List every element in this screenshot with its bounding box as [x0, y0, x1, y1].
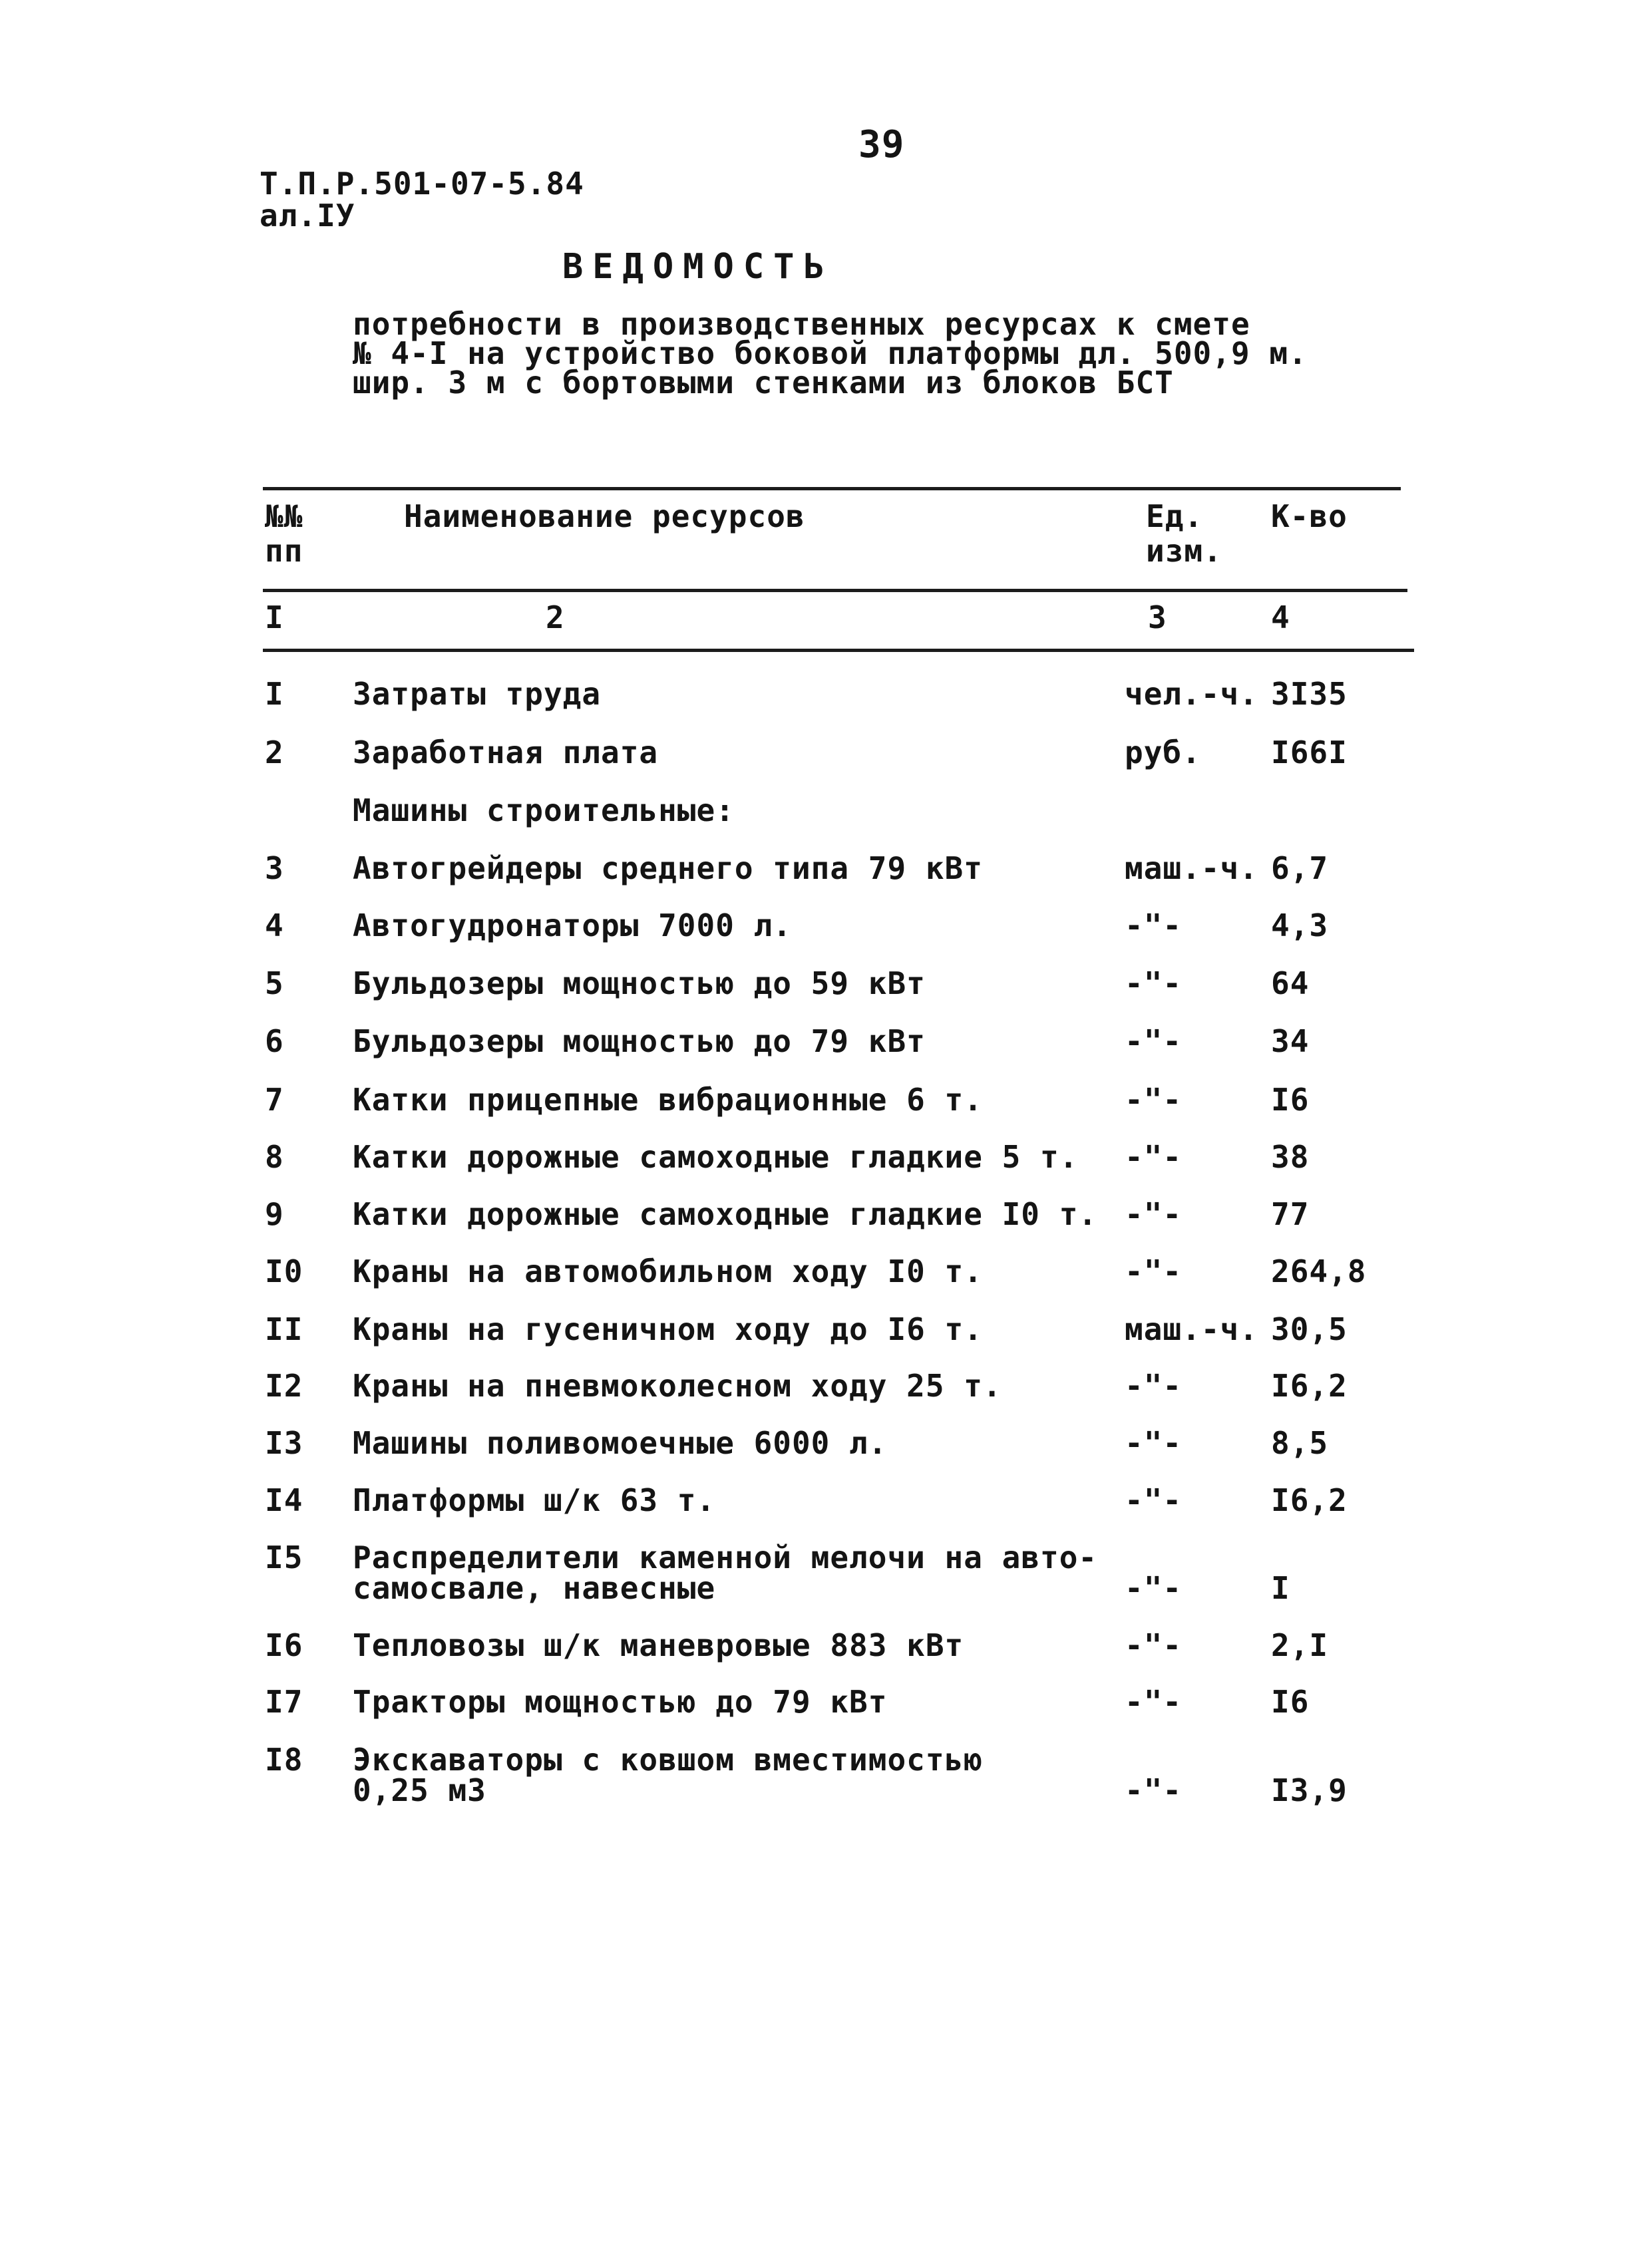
header-no-line: пп	[265, 533, 303, 569]
row-unit: руб.	[1125, 734, 1201, 770]
row-name-line: Затраты труда	[353, 676, 602, 712]
row-unit: -"-	[1125, 1627, 1183, 1663]
row-unit: -"-	[1125, 1684, 1183, 1720]
row-qty: 30,5	[1271, 1311, 1348, 1347]
header-unit	[1146, 499, 1222, 568]
header-no-line: №№	[265, 498, 303, 534]
row-name	[353, 792, 735, 828]
row-name-line: Бульдозеры мощностью до 59 кВт	[353, 965, 926, 1001]
column-number: 4	[1271, 599, 1290, 635]
header-name: Наименование ресурсов	[404, 498, 805, 534]
row-qty: 77	[1271, 1196, 1310, 1232]
row-unit: -"-	[1125, 1772, 1183, 1808]
row-name	[353, 1744, 983, 1806]
row-qty: 4,3	[1271, 907, 1329, 943]
row-unit: -"-	[1125, 965, 1183, 1001]
row-qty: I6	[1271, 1684, 1310, 1720]
header-no	[265, 499, 303, 568]
row-name-line: Платформы ш/к 63 т.	[353, 1482, 716, 1518]
row-unit: -"-	[1125, 1196, 1183, 1232]
row-name	[353, 1253, 983, 1289]
row-qty: 6,7	[1271, 850, 1329, 886]
row-name-line: Краны на автомобильном ходу I0 т.	[353, 1253, 983, 1289]
row-name	[353, 1684, 888, 1720]
row-name	[353, 907, 792, 943]
row-unit: -"-	[1125, 1253, 1183, 1289]
row-qty: I6,2	[1271, 1368, 1348, 1404]
row-name	[353, 1368, 1002, 1404]
row-unit: чел.-ч.	[1125, 676, 1258, 712]
header-qty: К-во	[1271, 498, 1348, 534]
row-name-line: Машины поливомоечные 6000 л.	[353, 1425, 888, 1461]
row-name-line: Краны на пневмоколесном ходу 25 т.	[353, 1368, 1002, 1404]
row-name	[353, 1311, 983, 1347]
row-name	[353, 1082, 983, 1118]
column-numbers-rule	[263, 649, 1414, 652]
row-no: 5	[265, 965, 284, 1001]
row-qty: 8,5	[1271, 1425, 1329, 1461]
column-number: 2	[546, 599, 565, 635]
row-name-line: Заработная плата	[353, 734, 659, 770]
row-name-line: Катки прицепные вибрационные 6 т.	[353, 1082, 983, 1118]
row-no: 6	[265, 1023, 284, 1059]
row-unit: -"-	[1125, 1570, 1183, 1606]
row-no: I0	[265, 1253, 303, 1289]
row-name	[353, 1196, 1098, 1232]
row-qty: 38	[1271, 1139, 1310, 1175]
header-unit-line: изм.	[1146, 533, 1222, 569]
row-no: I	[265, 676, 284, 712]
row-name-line: Катки дорожные самоходные гладкие 5 т.	[353, 1139, 1079, 1175]
doc-code	[260, 168, 584, 232]
row-no: I6	[265, 1627, 303, 1663]
row-unit: маш.-ч.	[1125, 1311, 1258, 1347]
row-no: I5	[265, 1539, 303, 1575]
doc-code-line: ал.IУ	[260, 198, 355, 234]
header-rule	[263, 589, 1407, 592]
row-name-line: Экскаваторы с ковшом вместимостью	[353, 1742, 983, 1778]
row-no: II	[265, 1311, 303, 1347]
row-qty: I6,2	[1271, 1482, 1348, 1518]
row-no: I7	[265, 1684, 303, 1720]
row-unit: -"-	[1125, 1023, 1183, 1059]
row-name-line: Машины строительные:	[353, 792, 735, 828]
row-name-line: Бульдозеры мощностью до 79 кВт	[353, 1023, 926, 1059]
row-qty: 3I35	[1271, 676, 1348, 712]
row-qty: I66I	[1271, 734, 1348, 770]
row-no: 8	[265, 1139, 284, 1175]
subtitle-line: № 4-I на устройство боковой платформы дл. 500,9 м.	[353, 335, 1308, 371]
row-name	[353, 1139, 1079, 1175]
row-unit: -"-	[1125, 1482, 1183, 1518]
row-unit: -"-	[1125, 1425, 1183, 1461]
table-top-rule	[263, 487, 1401, 490]
row-no: I2	[265, 1368, 303, 1404]
column-number: I	[265, 599, 284, 635]
row-no: I3	[265, 1425, 303, 1461]
row-name	[353, 1425, 888, 1461]
row-name	[353, 676, 602, 712]
row-no: I4	[265, 1482, 303, 1518]
document-title: ВЕДОМОСТЬ	[562, 247, 834, 287]
row-unit: -"-	[1125, 1082, 1183, 1118]
subtitle-line: шир. 3 м с бортовыми стенками из блоков БСТ	[353, 365, 1174, 401]
row-unit: -"-	[1125, 1368, 1183, 1404]
row-name	[353, 1482, 716, 1518]
row-name	[353, 965, 926, 1001]
row-name	[353, 1539, 1098, 1606]
row-unit: маш.-ч.	[1125, 850, 1258, 886]
row-no: 3	[265, 850, 284, 886]
row-name-line: 0,25 м3	[353, 1772, 486, 1808]
row-qty: I3,9	[1271, 1772, 1348, 1808]
row-qty: 264,8	[1271, 1253, 1367, 1289]
row-name-line: Катки дорожные самоходные гладкие I0 т.	[353, 1196, 1098, 1232]
row-no: 4	[265, 907, 284, 943]
row-no: I8	[265, 1742, 303, 1778]
row-unit: -"-	[1125, 1139, 1183, 1175]
subtitle-line: потребности в производственных ресурсах к смете	[353, 306, 1250, 342]
row-no: 7	[265, 1082, 284, 1118]
page-number: 39	[858, 123, 905, 166]
header-unit-line: Ед.	[1146, 498, 1204, 534]
row-unit: -"-	[1125, 907, 1183, 943]
row-no: 9	[265, 1196, 284, 1232]
row-name-line: самосвале, навесные	[353, 1570, 716, 1606]
row-name-line: Распределители каменной мелочи на авто-	[353, 1539, 1098, 1575]
row-qty: 2,I	[1271, 1627, 1329, 1663]
row-qty: I	[1271, 1570, 1290, 1606]
row-name	[353, 734, 659, 770]
row-name-line: Автогрейдеры среднего типа 79 кВт	[353, 850, 983, 886]
row-qty: 34	[1271, 1023, 1310, 1059]
row-name	[353, 1627, 964, 1663]
row-name-line: Тракторы мощностью до 79 кВт	[353, 1684, 888, 1720]
row-name-line: Краны на гусеничном ходу до I6 т.	[353, 1311, 983, 1347]
row-name-line: Автогудронаторы 7000 л.	[353, 907, 792, 943]
row-name	[353, 850, 983, 886]
row-no: 2	[265, 734, 284, 770]
row-name	[353, 1023, 926, 1059]
document-subtitle	[353, 306, 1308, 401]
doc-code-line: Т.П.Р.501-07-5.84	[260, 166, 584, 202]
row-name-line: Тепловозы ш/к маневровые 883 кВт	[353, 1627, 964, 1663]
row-qty: 64	[1271, 965, 1310, 1001]
row-qty: I6	[1271, 1082, 1310, 1118]
column-number: 3	[1148, 599, 1167, 635]
